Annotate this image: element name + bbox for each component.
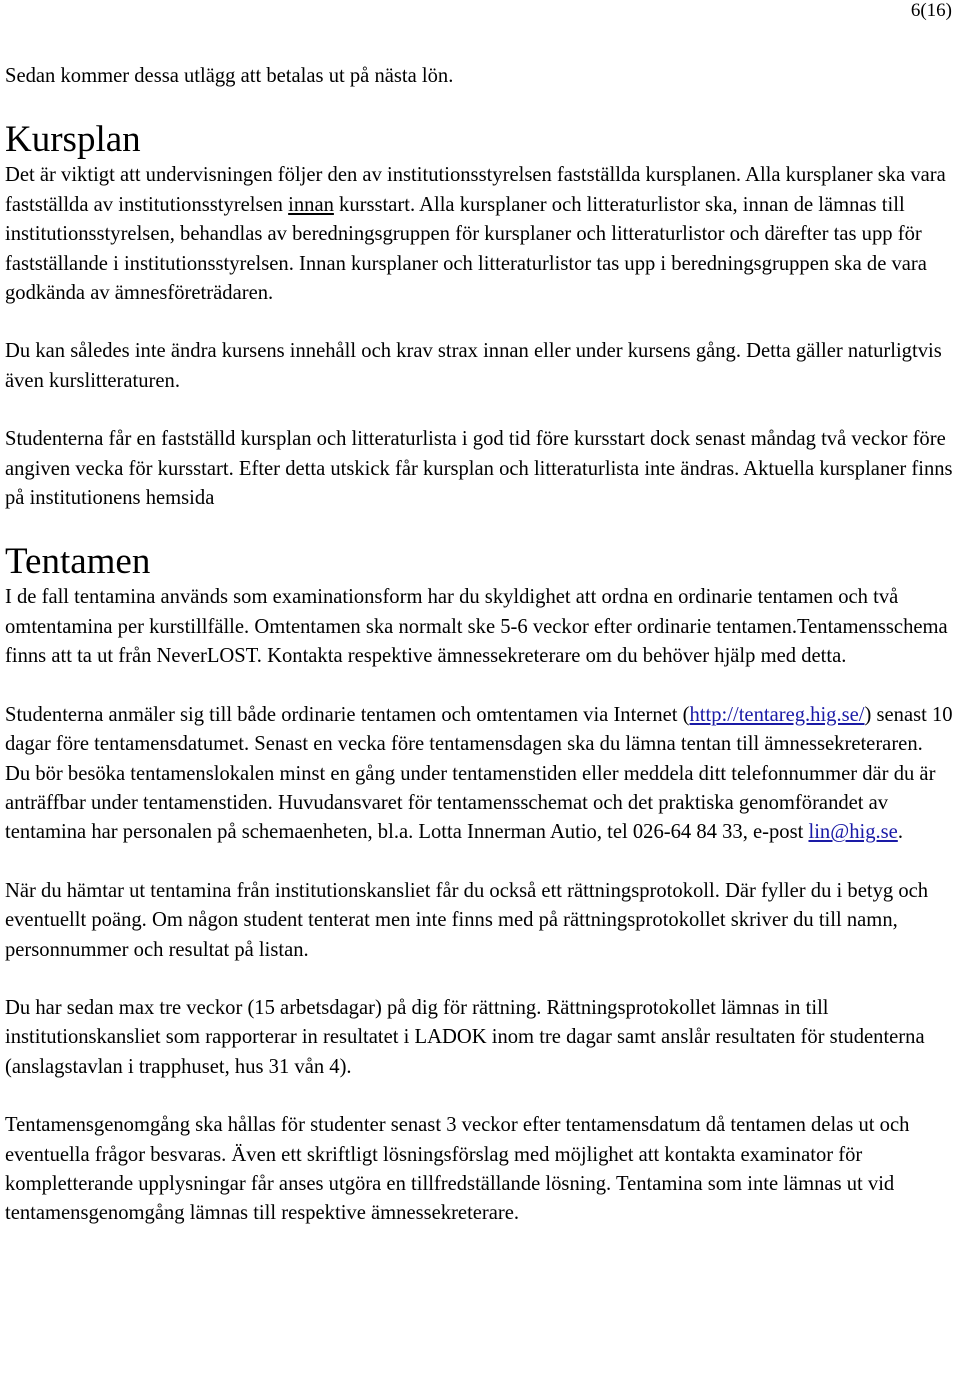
tentamen-paragraph-1: I de fall tentamina används som examinationsform har du skyldighet att ordna en ordinarie tentamen och två omtentamina per kurstillfälle. Omtentamen ska normalt ske 5-6 veckor efter ordinarie tentamen.Tentamensschema finns att ta ut från NeverLOST. Kontakta respektive ämnessekreterare om du behöver hjälp med detta. <box>5 586 948 668</box>
email-link[interactable]: lin@hig.se <box>808 821 898 844</box>
paragraph-spacer <box>5 1082 953 1111</box>
intro-paragraph: Sedan kommer dessa utlägg att betalas ut på nästa lön. <box>5 65 454 87</box>
tentamen-paragraph-2 <box>5 701 953 848</box>
kursplan-paragraph-2: Du kan således inte ändra kursens innehåll och krav strax innan eller under kursens gång. Detta gäller naturligtvis även kurslitteraturen. <box>5 340 942 392</box>
heading-kursplan: Kursplan <box>5 119 141 161</box>
underlined-word-innan: innan <box>288 193 334 216</box>
paragraph-spacer <box>5 308 953 337</box>
page-number: 6(16) <box>910 0 952 21</box>
paragraph-spacer <box>5 848 953 877</box>
tentamen-paragraph-5: Tentamensgenomgång ska hållas för studenter senast 3 veckor efter tentamensdatum då tentamen delas ut och eventuella frågor besvaras. Även ett skriftligt lösningsförslag med möjlighet att kontakta examinator för kompletterande upplysningar får anses utgöra en tillfredställande lösning. Tentamina som inte lämnas ut vid tentamensgenomgång lämnas till respektive ämnessekreterare. <box>5 1114 910 1225</box>
tentamen-paragraph-4: Du har sedan max tre veckor (15 arbetsdagar) på dig för rättning. Rättningsprotokollet lämnas in till institutionskansliet som rapporterar in resultatet i LADOK inom tre dagar samt anslår resultaten för studenterna (anslagstavlan i trapphuset, hus 31 vån 4). <box>5 996 925 1078</box>
kursplan-paragraph-1 <box>5 161 953 308</box>
tentamen-p2-text-before: Studenterna anmäler sig till både ordinarie tentamen och omtentamen via Internet ( <box>5 703 690 726</box>
kursplan-p1-text-before: Det är viktigt att undervisningen följer den av institutionsstyrelsen fastställda kursplanen. Alla kursplaner ska vara fastställda av institutionsstyrelsen <box>5 164 946 216</box>
paragraph-spacer <box>5 672 953 701</box>
page-content <box>5 62 953 1229</box>
tentamen-p2-text-after: . <box>897 821 903 844</box>
tentamen-p2-text-middle: ) senast 10 dagar före tentamensdatumet. Senast en vecka före tentamensdagen ska du lämna tentan till ämnessekreteraren. Du bör besöka tentamenslokalen minst en gång under tentamenstiden eller meddela ditt telefonnummer där du är anträffbar under tentamenstiden. Huvudansvaret för tentamensschemat och det praktiska genomförandet av tentamina har personalen på schemaenheten, bl.a. Lotta Innerman Autio, tel 026-64 84 33, e-post <box>5 703 953 844</box>
heading-tentamen: Tentamen <box>5 541 151 583</box>
paragraph-spacer <box>5 396 953 425</box>
tentamen-paragraph-3: När du hämtar ut tentamina från institutionskansliet får du också ett rättningsprotokoll. Där fyller du i betyg och eventuellt poäng. Om någon student tenterat men inte finns med på rättningsprotokollet skriver du till namn, personnummer och resultat på listan. <box>5 879 929 961</box>
paragraph-spacer <box>5 965 953 994</box>
kursplan-paragraph-3: Studenterna får en fastställd kursplan och litteraturlista i god tid före kursstart dock senast måndag två veckor före angiven vecka för kursstart. Efter detta utskick får kursplan och litteraturlista inte ändras. Aktuella kursplaner finns på institutionens hemsida <box>5 428 953 510</box>
tentareg-link[interactable]: http://tentareg.hig.se/ <box>689 703 865 726</box>
kursplan-p1-text-after: kursstart. Alla kursplaner och litteraturlistor ska, innan de lämnas till institutionsstyrelsen, behandlas av beredningsgruppen för kursplaner och litteraturlistor och därefter tas upp för fastställande i institutionsstyrelsen. Innan kursplaner och litteraturlistor tas upp i beredningsgruppen ska de vara godkända av ämnesföreträdaren. <box>5 193 927 305</box>
